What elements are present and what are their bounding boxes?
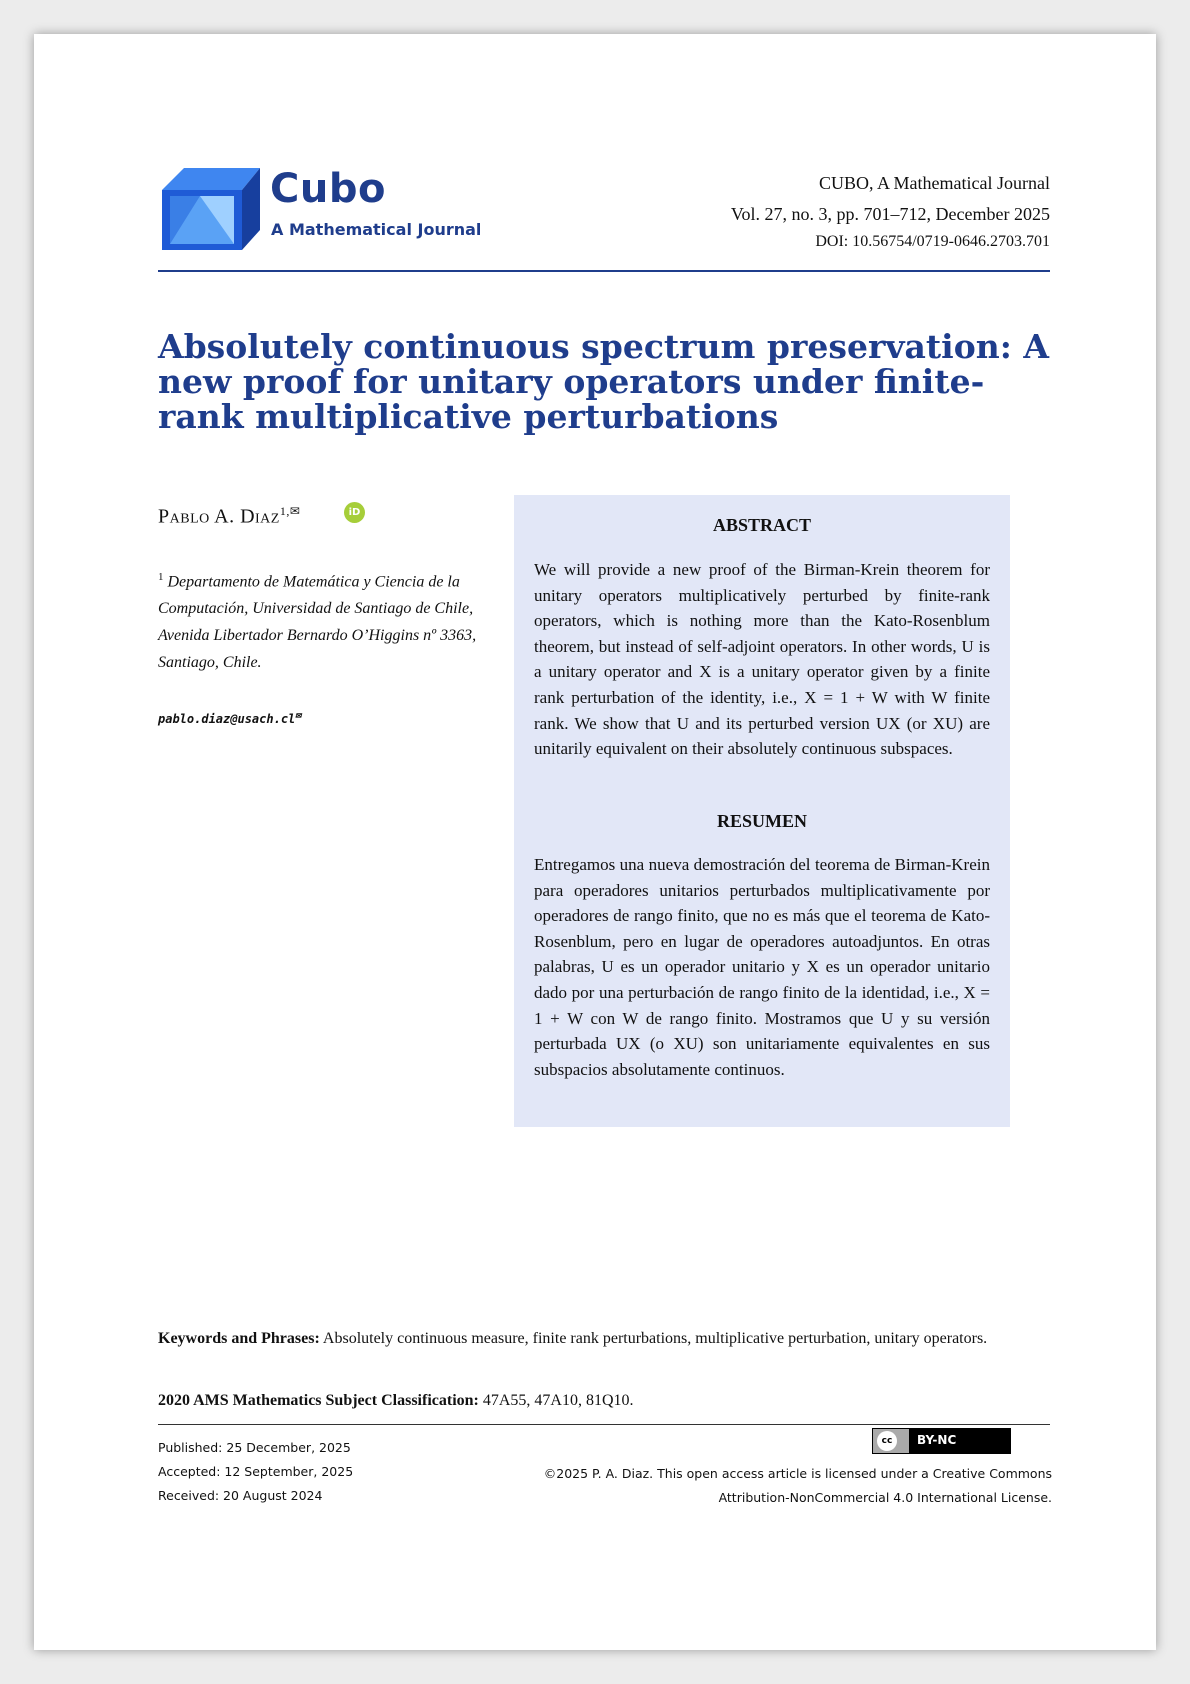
author-name <box>158 504 300 529</box>
paper-page <box>34 34 1156 1650</box>
orcid-icon[interactable]: iD <box>344 502 365 523</box>
license-line-1: ©2025 P. A. Diaz. This open access article is licensed under a Creative Commons <box>543 1466 1052 1481</box>
msc-text: 47A55, 47A10, 81Q10. <box>482 1392 634 1409</box>
license-text <box>544 1462 1052 1510</box>
dates <box>158 1436 353 1508</box>
cc-logo-icon: cc <box>877 1431 897 1451</box>
journal-logo <box>160 164 500 254</box>
doi-link[interactable]: DOI: 10.56754/0719-0646.2703.701 <box>815 233 1050 250</box>
affiliation-mark: 1 <box>158 571 164 583</box>
cc-badge-text: BY-NC <box>917 1433 957 1447</box>
journal-volume: Vol. 27, no. 3, pp. 701–712, December 2025 <box>730 204 1050 224</box>
email-text[interactable]: pablo.diaz@usach.cl <box>158 712 296 726</box>
resumen-heading: RESUMEN <box>716 811 807 831</box>
license-line-2[interactable]: Attribution-NonCommercial 4.0 International License. <box>718 1490 1052 1505</box>
abstract-heading: ABSTRACT <box>712 515 812 535</box>
msc-label: 2020 AMS Mathematics Subject Classification: <box>158 1392 479 1409</box>
logo-subtitle: A Mathematical Journal <box>271 220 482 239</box>
header-rule <box>158 270 1050 272</box>
affiliation-text: Departamento de Matemática y Ciencia de la Computación, Universidad de Santiago de Chile, Avenida Libertador Bernardo O’Higgins nº 3363, Santiago, Chile. <box>158 573 477 672</box>
abstract-box <box>514 495 1010 1127</box>
cube-icon <box>160 164 260 254</box>
keywords-label: Keywords and Phrases: <box>158 1330 320 1347</box>
paper-title: Absolutely continuous spectrum preservation: A new proof for unitary operators under finite-rank multiplicative perturbations <box>158 327 1049 436</box>
published-date: Published: 25 December, 2025 <box>158 1440 351 1455</box>
logo-title: Cubo <box>270 166 386 212</box>
resumen-text: Entregamos una nueva demostración del teorema de Birman-Krein para operadores unitarios perturbados multiplicativamente por operadores de rango finito, que no es más que el teorema de Kato-Rosenblum, pero en lugar de operadores autoadjuntos. En otras palabras, U es un operador unitario y X es un operador unitario dado por una perturbación de rango finito de la identidad, i.e., X = 1 + W con W de rango finito. Mostramos que U y su versión perturbada UX (o XU) son unitariamente equivalentes en sus subspacios absolutamente continuos. <box>534 855 990 1079</box>
abstract-text: We will provide a new proof of the Birman-Krein theorem for unitary operators multiplicatively perturbed by finite-rank operators, which is nothing more than the Kato-Rosenblum theorem, but instead of self-adjoint operators. In other words, U is a unitary operator and X is a unitary operator given by a finite rank perturbation of the identity, i.e., X = 1 + W with W finite rank. We show that U and its perturbed version UX (or XU) are unitarily equivalent on their absolutely continuous subspaces. <box>534 560 990 759</box>
author-name-text: Pablo A. Diaz <box>158 505 280 528</box>
cc-license-badge[interactable] <box>872 1428 1011 1454</box>
affiliation <box>158 564 488 676</box>
msc-classification <box>158 1392 634 1410</box>
keywords-text: Absolutely continuous measure, finite rank perturbations, multiplicative perturbation, unitary operators. <box>322 1330 988 1347</box>
journal-info <box>731 168 1050 254</box>
author-marks: 1,✉ <box>279 504 301 518</box>
author-email[interactable] <box>158 710 301 726</box>
email-icon: ✉ <box>295 710 302 721</box>
received-date: Received: 20 August 2024 <box>158 1488 323 1503</box>
accepted-date: Accepted: 12 September, 2025 <box>158 1464 354 1479</box>
keywords <box>158 1325 1050 1352</box>
journal-name: CUBO, A Mathematical Journal <box>819 173 1050 193</box>
footer-rule <box>158 1424 1050 1425</box>
